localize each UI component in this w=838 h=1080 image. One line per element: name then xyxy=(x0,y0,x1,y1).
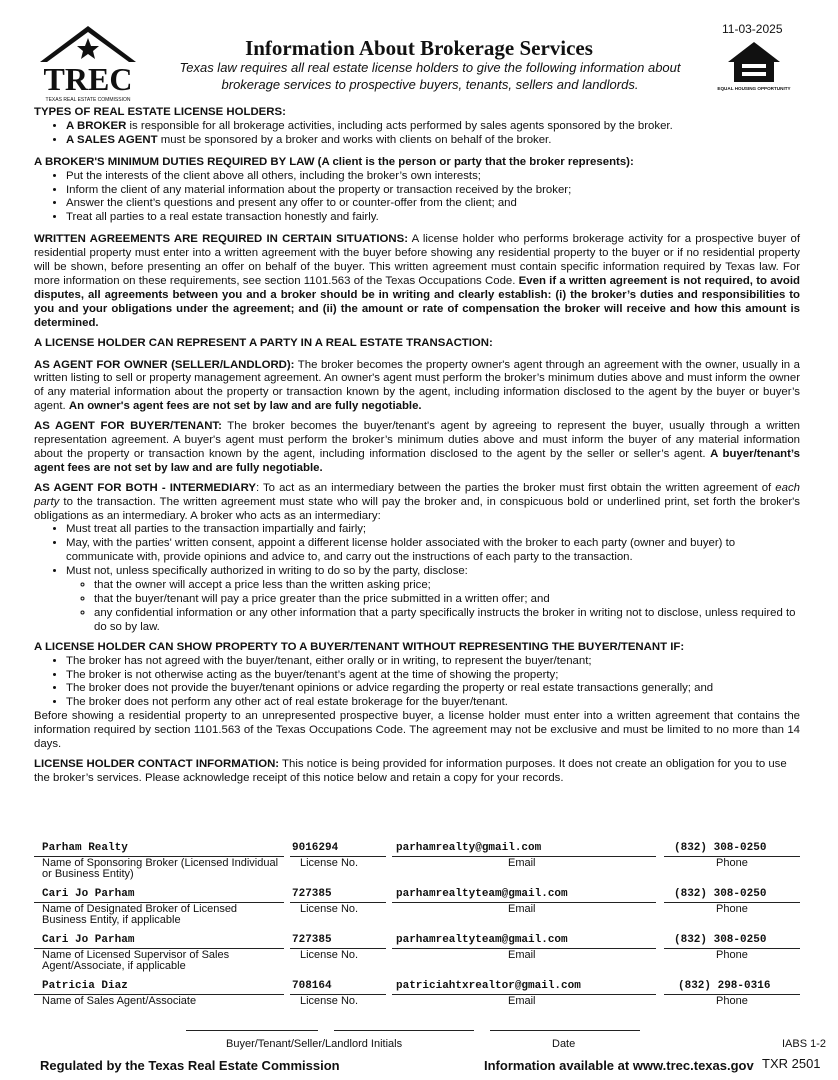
page-title: Information About Brokerage Services xyxy=(245,36,593,60)
broker-name-field[interactable]: Cari Jo Parham xyxy=(42,888,135,900)
row-label: Name of Designated Broker of Licensed Business Entity, if applicable xyxy=(42,903,238,926)
email-field[interactable]: patriciahtxrealtor@gmail.com xyxy=(396,980,581,992)
show-property-list xyxy=(34,655,800,711)
intermediary-item: • Must not, unless specifically authorized in writing to do so by the party, disclose: ◦ that the owner will accept a price less than the written asking price; ◦ that the buyer/tenant will pay a price greater than the price submitted in a written offer; and ◦ any confidential information or any other information that a party specifically instructs the broker in writing not to disclose, unless required to do so by law. xyxy=(66,565,800,635)
owner-agent-paragraph: AS AGENT FOR OWNER (SELLER/LANDLORD): The broker becomes the property owner's agent through an agreement with the owner, usually in a written listing to sell or property management agreement. An owner's agent must perform the broker’s minimum duties above and must inform the owner of any material information about the property or transaction known by the agent, including information disclosed to the agent by the buyer or buyer’s agent. An owner's agent fees are not set by law and are fully negotiable. xyxy=(34,358,800,413)
date-label: Date xyxy=(552,1038,576,1050)
disclose-item: ◦ any confidential information or any other information that a party specifically instructs the broker in writing not to disclose, unless required to do so by law. xyxy=(94,607,800,635)
duty-item: • Put the interests of the client above all others, including the broker’s own interests; xyxy=(66,170,800,184)
intermediary-item: • Must treat all parties to the transaction impartially and fairly; xyxy=(66,523,800,537)
disclose-item: ◦ that the owner will accept a price less than the written asking price; xyxy=(94,579,800,593)
unrepresented-buyer-paragraph: Before showing a residential property to an unrepresented prospective buyer, a license holder must enter into a written agreement that contains the information required by section 1101.563 of the Texas Occupations Code. The agreement may not be exclusive and must be limited to no more than 14 days. xyxy=(34,710,800,751)
logo-subtext: TEXAS REAL ESTATE COMMISSION xyxy=(45,97,131,103)
duty-item: • Inform the client of any material information about the property or transaction received by the broker; xyxy=(66,184,800,198)
form-id-iabs: IABS 1-2 xyxy=(782,1038,827,1050)
form-date: 11-03-2025 xyxy=(722,22,783,36)
represent-heading: A LICENSE HOLDER CAN REPRESENT A PARTY IN A REAL ESTATE TRANSACTION: xyxy=(34,336,493,349)
form-id-txr: TXR 2501 xyxy=(762,1056,821,1071)
contact-row-licensed-supervisor: Cari Jo Parham 727385 parhamrealtyteam@gmail.com (832) 308-0250 Name of Licensed Supervisor of Sales Agent/Associate, if applicable License No. Email Phone xyxy=(34,932,800,978)
phone-field[interactable]: (832) 308-0250 xyxy=(674,842,767,854)
show-item: • The broker has not agreed with the buyer/tenant, either orally or in writing, to represent the buyer/tenant; xyxy=(66,655,800,669)
intermediary-list xyxy=(34,523,800,634)
buyer-agent-paragraph: AS AGENT FOR BUYER/TENANT: The broker becomes the buyer/tenant's agent by agreeing to represent the buyer, usually through a written representation agreement. A buyer's agent must perform the broker’s minimum duties above and must inform the buyer of any material information about the property or transaction known by the agent, including information disclosed to the agent by the seller or seller’s agent. A buyer/tenant’s agent fees are not set by law and are fully negotiable. xyxy=(34,420,800,474)
email-field[interactable]: parhamrealtyteam@gmail.com xyxy=(396,888,568,900)
duty-item: • Answer the client’s questions and present any offer to or counter-offer from the client; and xyxy=(66,197,800,211)
page-subtitle: Texas law requires all real estate license holders to give the following information about brokerage services to prospective buyers, tenants, sellers and landlords. xyxy=(179,60,681,92)
sales-agent-item: • A SALES AGENT must be sponsored by a broker and works with clients on behalf of the broker. xyxy=(66,134,800,148)
license-types-heading: TYPES OF REAL ESTATE LICENSE HOLDERS: xyxy=(34,106,286,118)
info-link[interactable]: Information available at www.trec.texas.gov xyxy=(484,1058,754,1073)
intermediary-item: • May, with the parties' written consent, appoint a different license holder associated with the broker to each party (owner and buyer) to communicate with, provide opinions and advice to, and carry out the instructions of each party to the transaction. xyxy=(66,537,800,565)
logo-text: TREC xyxy=(43,61,133,97)
license-field[interactable]: 727385 xyxy=(292,888,332,900)
contact-row-sales-agent: Patricia Diaz 708164 patriciahtxrealtor@gmail.com (832) 298-0316 Name of Sales Agent/Associate License No. Email Phone xyxy=(34,978,800,1012)
broker-name-field[interactable]: Cari Jo Parham xyxy=(42,934,135,946)
duty-item: • Treat all parties to a real estate transaction honestly and fairly. xyxy=(66,211,800,225)
broker-name-field[interactable]: Parham Realty xyxy=(42,842,128,854)
license-field[interactable]: 708164 xyxy=(292,980,332,992)
show-item: • The broker does not perform any other act of real estate brokerage for the buyer/tenant. xyxy=(66,696,800,710)
email-field[interactable]: parhamrealty@gmail.com xyxy=(396,842,542,854)
written-agreements-paragraph: WRITTEN AGREEMENTS ARE REQUIRED IN CERTAIN SITUATIONS: A license holder who performs brokerage activity for a prospective buyer of residential property must enter into a written agreement with the buyer before showing any residential property to the buyer or if no residential property will be shown, before presenting an offer on behalf of the buyer. This written agreement must contain specific information required by Texas law. For more information on these requirements, see section 1101.563 of the Texas Occupations Code. Even if a written agreement is not required, to avoid disputes, all agreements between you and a broker should be in writing and clearly establish: (i) the broker’s duties and responsibilities to you and your obligations under the agreement; and (ii) the amount or rate of compensation the broker will receive and how this amount is determined. xyxy=(34,233,800,329)
trec-logo xyxy=(32,22,144,104)
email-field[interactable]: parhamrealtyteam@gmail.com xyxy=(396,934,568,946)
contact-info-paragraph: LICENSE HOLDER CONTACT INFORMATION: This notice is being provided for information purposes. It does not create an obligation for you to use the broker’s services. Please acknowledge receipt of this notice below and retain a copy for your records. xyxy=(34,757,787,784)
row-label: Name of Sponsoring Broker (Licensed Individual or Business Entity) xyxy=(42,857,279,880)
show-item: • The broker is not otherwise acting as the buyer/tenant’s agent at the time of showing the property; xyxy=(66,669,800,683)
initials-line-2[interactable] xyxy=(334,1030,474,1031)
contact-row-designated-broker: Cari Jo Parham 727385 parhamrealtyteam@gmail.com (832) 308-0250 Name of Designated Broker of Licensed Business Entity, if applicable License No. Email Phone xyxy=(34,886,800,932)
license-field[interactable]: 727385 xyxy=(292,934,332,946)
body-content xyxy=(34,106,800,792)
initials-line-1[interactable] xyxy=(186,1030,318,1031)
broker-item: • A BROKER is responsible for all brokerage activities, including acts performed by sales agents sponsored by the broker. xyxy=(66,120,800,134)
phone-field[interactable]: (832) 298-0316 xyxy=(678,980,771,992)
show-item: • The broker does not provide the buyer/tenant opinions or advice regarding the property or real estate transactions generally; and xyxy=(66,682,800,696)
row-label: Name of Licensed Supervisor of Sales Agent/Associate, if applicable xyxy=(42,949,230,972)
show-property-heading: A LICENSE HOLDER CAN SHOW PROPERTY TO A BUYER/TENANT WITHOUT REPRESENTING THE BUYER/TENANT IF: xyxy=(34,640,685,653)
license-field[interactable]: 9016294 xyxy=(292,842,339,854)
row-label: Name of Sales Agent/Associate xyxy=(42,995,197,1007)
duties-heading: A BROKER'S MINIMUM DUTIES REQUIRED BY LAW (A client is the person or party that the broker represents): xyxy=(34,155,634,168)
license-types-section xyxy=(34,106,800,148)
initials-label: Buyer/Tenant/Seller/Landlord Initials xyxy=(226,1038,403,1050)
contact-table xyxy=(34,840,800,1012)
broker-name-field[interactable]: Patricia Diaz xyxy=(42,980,128,992)
disclose-item: ◦ that the buyer/tenant will pay a price greater than the price submitted in a written offer; and xyxy=(94,593,800,607)
duties-section xyxy=(34,156,800,226)
phone-field[interactable]: (832) 308-0250 xyxy=(674,934,767,946)
intermediary-paragraph: AS AGENT FOR BOTH - INTERMEDIARY: To act as an intermediary between the parties the broker must first obtain the written agreement of each party to the transaction. The written agreement must state who will pay the broker and, in conspicuous bold or underlined print, set forth the broker's obligations as an intermediary. A broker who acts as an intermediary: xyxy=(34,481,800,522)
contact-row-sponsoring-broker: Parham Realty 9016294 parhamrealty@gmail.com (832) 308-0250 Name of Sponsoring Broker (Licensed Individual or Business Entity) License No. Email Phone xyxy=(34,840,800,886)
date-line[interactable] xyxy=(490,1030,640,1031)
phone-field[interactable]: (832) 308-0250 xyxy=(674,888,767,900)
eho-text: EQUAL HOUSING OPPORTUNITY xyxy=(717,86,791,91)
regulated-by-text: Regulated by the Texas Real Estate Commission xyxy=(40,1058,340,1073)
